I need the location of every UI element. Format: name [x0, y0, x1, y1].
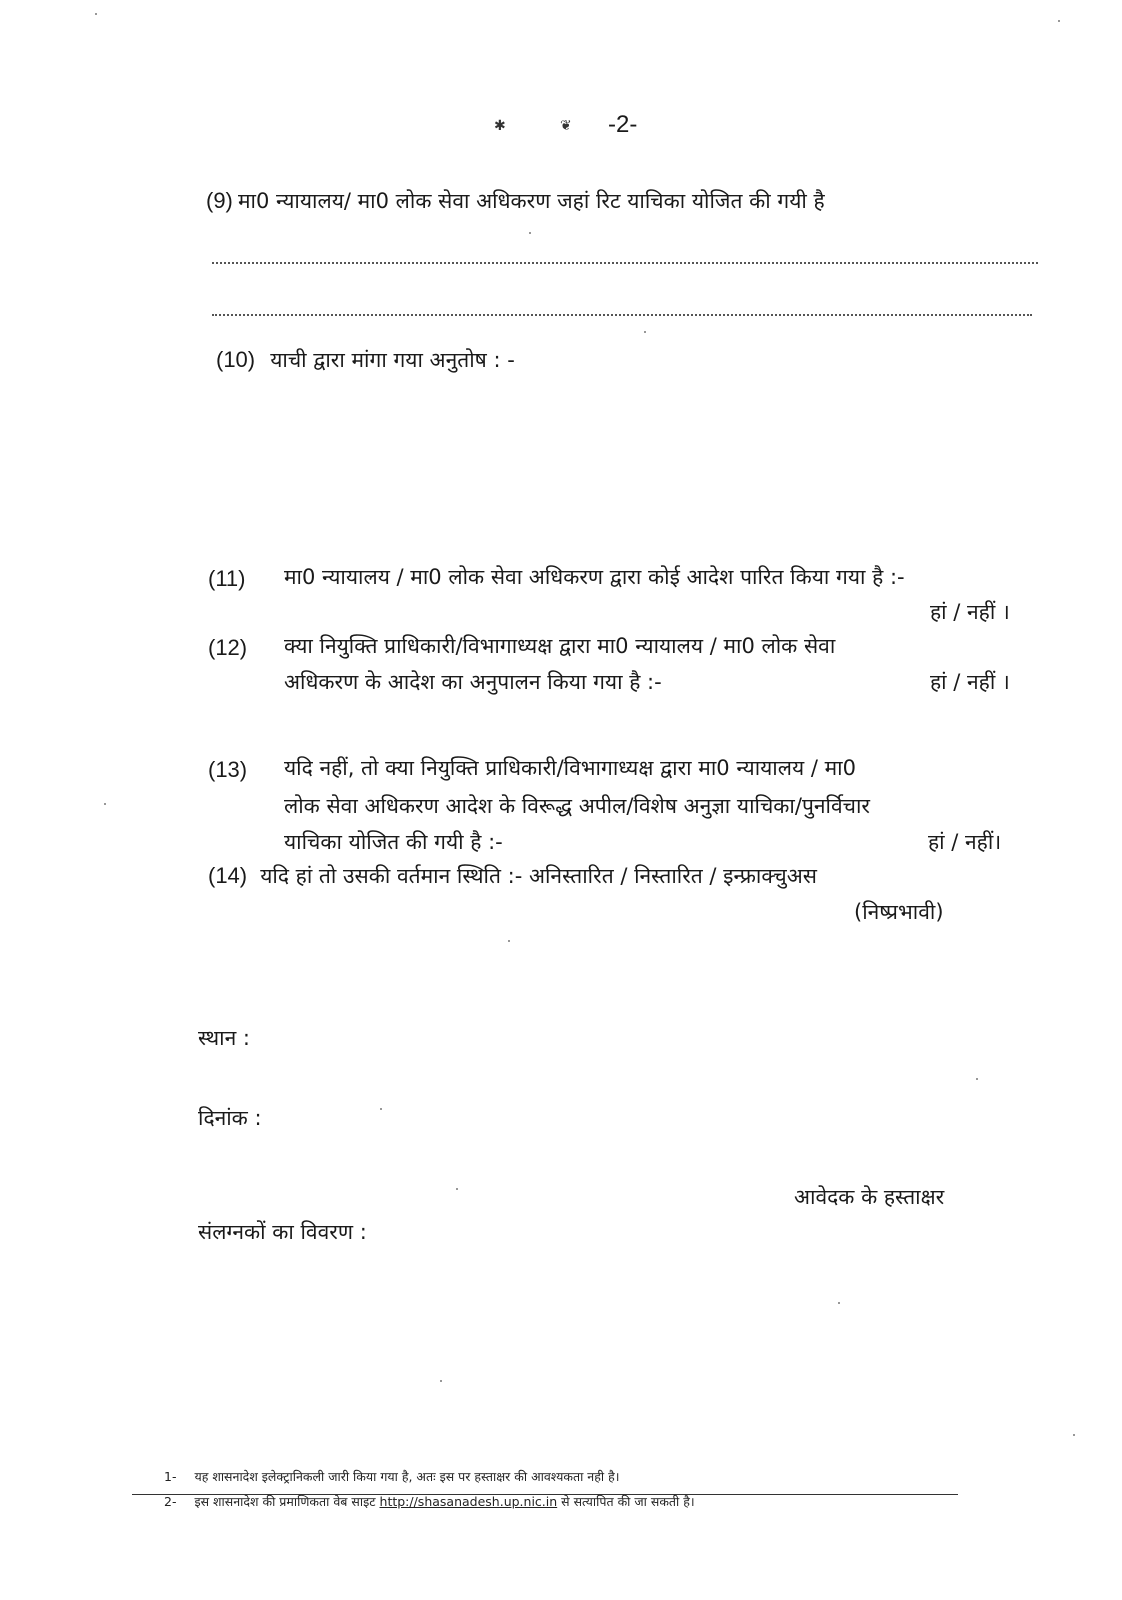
place-label: स्थान : [198, 1026, 251, 1050]
item-12-answer: हां / नहीं । [930, 670, 1010, 694]
scan-speck [976, 1078, 978, 1080]
scan-speck [508, 940, 510, 942]
item-13-line3: याचिका योजित की गयी है :- [284, 830, 503, 854]
scan-mark-right: ❦ [560, 118, 572, 134]
item-14-number: (14) [208, 863, 248, 888]
item-14-line2: (निष्प्रभावी) [854, 900, 944, 924]
scan-speck [644, 331, 646, 333]
scan-speck [529, 232, 531, 234]
item-13-line1: यदि नहीं, तो क्या नियुक्ति प्राधिकारी/विभागाध्यक्ष द्वारा मा0 न्यायालय / मा0 [284, 756, 856, 780]
footnote-2-link[interactable]: http://shasanadesh.up.nic.in [379, 1494, 558, 1509]
dotted-line-2 [212, 314, 1032, 316]
footnote-1-number: 1- [164, 1469, 177, 1484]
scan-speck [1073, 1434, 1075, 1436]
item-13-number: (13) [208, 757, 248, 782]
item-13-answer: हां / नहीं। [928, 830, 1002, 854]
signature-label: आवेदक के हस्ताक्षर [794, 1185, 945, 1209]
footnote-1 [164, 1468, 619, 1485]
item-13-line2: लोक सेवा अधिकरण आदेश के विरूद्ध अपील/विशेष अनुज्ञा याचिका/पुनर्विचार [284, 794, 870, 818]
item-11-text: मा0 न्यायालय / मा0 लोक सेवा अधिकरण द्वारा कोई आदेश पारित किया गया है :- [284, 565, 905, 589]
item-14 [208, 862, 817, 890]
item-9-number: (9) [206, 188, 233, 213]
item-11-number: (11) [208, 566, 246, 591]
dotted-line-1 [212, 262, 1038, 264]
item-14-text: यदि हां तो उसकी वर्तमान स्थिति :- अनिस्तारित / निस्तारित / इन्फ्राक्चुअस [260, 864, 817, 888]
item-9-text: मा0 न्यायालय/ मा0 लोक सेवा अधिकरण जहां रिट याचिका योजित की गयी है [237, 189, 825, 213]
footnote-2 [164, 1493, 695, 1510]
footnote-1-text: यह शासनादेश इलेक्ट्रानिकली जारी किया गया है, अतः इस पर हस्ताक्षर की आवश्यकता नही है। [194, 1469, 620, 1484]
attachments-label: संलग्नकों का विवरण : [198, 1220, 367, 1244]
item-12-line2: अधिकरण के आदेश का अनुपालन किया गया है :- [284, 670, 662, 694]
scan-speck [456, 1188, 458, 1190]
footnote-2-number: 2- [164, 1494, 177, 1509]
item-12-line1: क्या नियुक्ति प्राधिकारी/विभागाध्यक्ष द्वारा मा0 न्यायालय / मा0 लोक सेवा [284, 634, 836, 658]
item-10-text: याची द्वारा मांगा गया अनुतोष : - [270, 348, 515, 372]
scan-mark-left: ✱ [494, 118, 506, 134]
item-12-number: (12) [208, 635, 248, 660]
footnote-2-text-before: इस शासनादेश की प्रमाणिकता वेब साइट [194, 1494, 376, 1509]
scan-speck [380, 1108, 382, 1110]
item-10 [216, 346, 515, 374]
scan-speck [104, 803, 106, 805]
scan-speck [440, 1380, 442, 1382]
footnote-2-text-after: से सत्यापित की जा सकती है। [561, 1494, 695, 1509]
page-number: -2- [608, 111, 638, 138]
scan-speck [95, 13, 97, 15]
date-label: दिनांक : [198, 1106, 262, 1130]
item-9 [206, 187, 825, 215]
item-10-number: (10) [216, 347, 256, 372]
scan-speck [838, 1302, 840, 1304]
scan-speck [1058, 20, 1060, 22]
item-11-answer: हां / नहीं । [930, 600, 1010, 624]
